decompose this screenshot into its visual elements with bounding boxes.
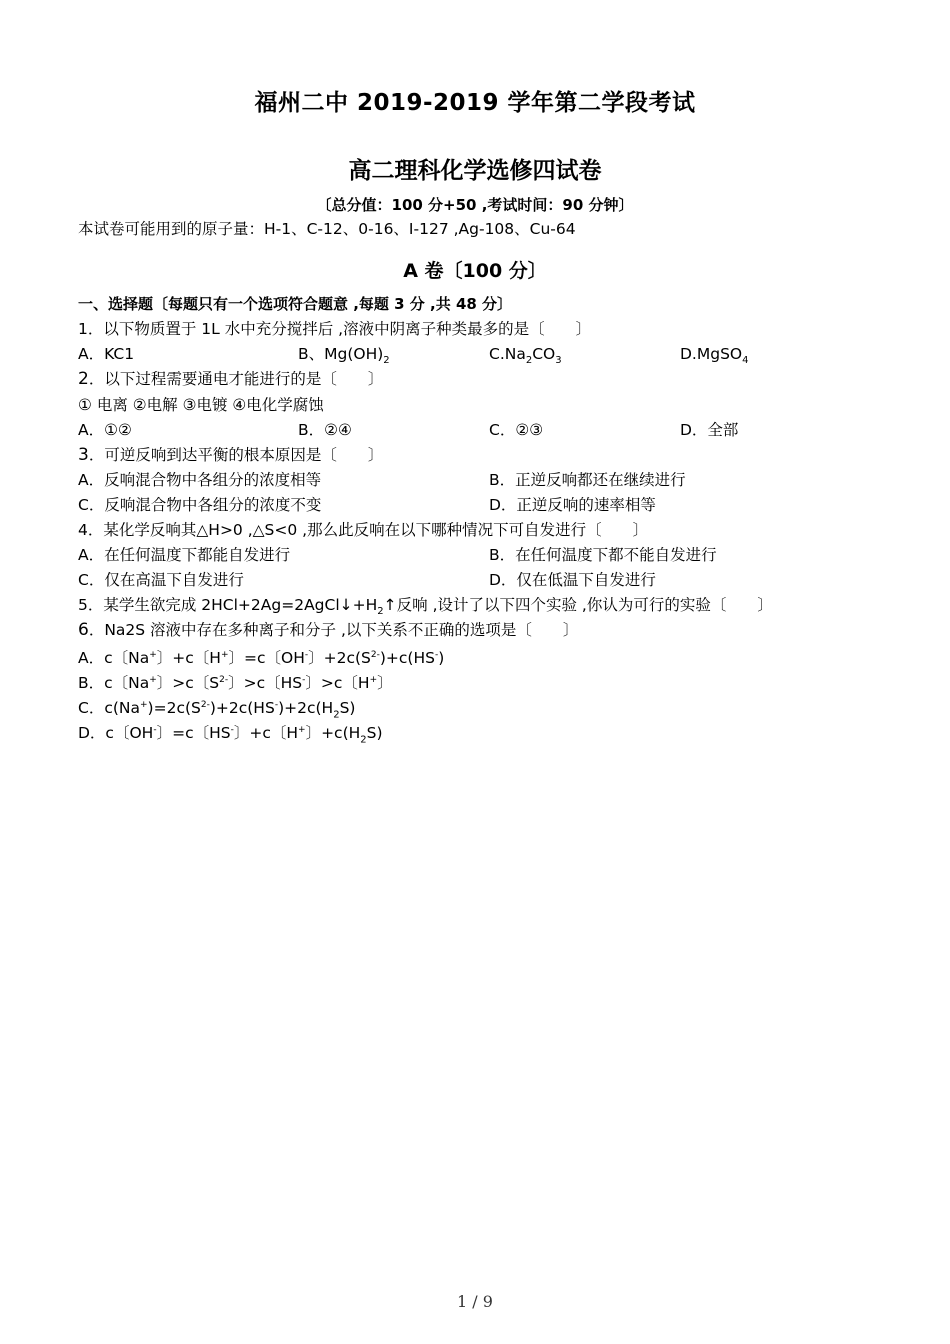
q3-option-c: C．反响混合物中各组分的浓度不变: [78, 496, 322, 514]
exam-subtitle: 高二理科化学选修四试卷: [348, 158, 602, 184]
q1-option-b: B、$Mg(OH)_2$: [298, 345, 390, 367]
question-1-stem: 1．以下物质置于 1L 水中充分搅拌后 ,溶液中阴离子种类最多的是〔 〕: [78, 320, 592, 338]
q6-option-b: B．c〔Na+〕>c〔$S^{2-}$〕>c〔HS-〕>c〔H+〕: [78, 674, 393, 693]
q3-option-b: B．正逆反响都还在继续进行: [489, 471, 686, 489]
q2-items: ① 电离 ②电解 ③电镀 ④电化学腐蚀: [78, 396, 324, 414]
q3-option-d: D．正逆反响的速率相等: [489, 496, 656, 514]
section-title: 一、选择题〔每题只有一个选项符合题意 ,每题 3 分 ,共 48 分〕: [78, 295, 513, 313]
question-3-stem: 3．可逆反响到达平衡的根本原因是〔 〕: [78, 445, 384, 465]
score-info: 〔总分值：100 分+50 ,考试时间：90 分钟〕: [316, 196, 634, 214]
q6-option-a: A．c〔Na+〕+c〔H+〕=c〔OH-〕$+2c(S^{2-})+c(HS^-)$: [78, 649, 445, 668]
q3-option-a: A．反响混合物中各组分的浓度相等: [78, 471, 322, 489]
question-5-stem: 5．某学生欲完成 $2HCl+2Ag=2AgCl↓+H_2↑$反响 ,设计了以下四个实验 ,你认为可行的实验〔 〕: [78, 596, 773, 618]
q1-option-c: $C.Na_2CO_3$: [489, 345, 562, 367]
q2-option-c: C．②③: [489, 421, 544, 439]
q2-option-a: A．①②: [78, 421, 132, 439]
q1-option-a: A．KC1: [78, 345, 135, 363]
q4-option-b: B．在任何温度下都不能自发进行: [489, 546, 717, 564]
part-a-title: A 卷〔100 分〕: [403, 260, 547, 282]
q6-option-c: C．$c(Na^+)=2c(S^{2-})+2c(HS^-)+2c(H_2S)$: [78, 699, 356, 721]
question-4-stem: 4．某化学反响其△H>0 ,△S<0 ,那么此反响在以下哪种情况下可自发进行〔 〕: [78, 521, 649, 539]
question-6-stem: 6．Na2S 溶液中存在多种离子和分子 ,以下关系不正确的选项是〔 〕: [78, 620, 579, 640]
q4-option-c: C．仅在高温下自发进行: [78, 571, 244, 589]
atomic-mass-note: 本试卷可能用到的原子量：H-1、C-12、0-16、I-127 ,Ag-108、Cu-64: [78, 220, 576, 238]
q6-option-d: D．c〔OH-〕=c〔HS-〕+c〔H+〕$+c(H_2S)$: [78, 724, 383, 746]
question-2-stem: 2．以下过程需要通电才能进行的是〔 〕: [78, 369, 384, 389]
q2-option-d: D．全部: [680, 421, 739, 439]
q2-option-b: B．②④: [298, 421, 352, 439]
q4-option-d: D．仅在低温下自发进行: [489, 571, 656, 589]
page-number: 1 / 9: [457, 1292, 493, 1311]
q1-option-d: D.MgSO$_4$: [680, 345, 749, 367]
exam-title: 福州二中 2019-2019 学年第二学段考试: [254, 90, 696, 116]
q4-option-a: A．在任何温度下都能自发进行: [78, 546, 291, 564]
